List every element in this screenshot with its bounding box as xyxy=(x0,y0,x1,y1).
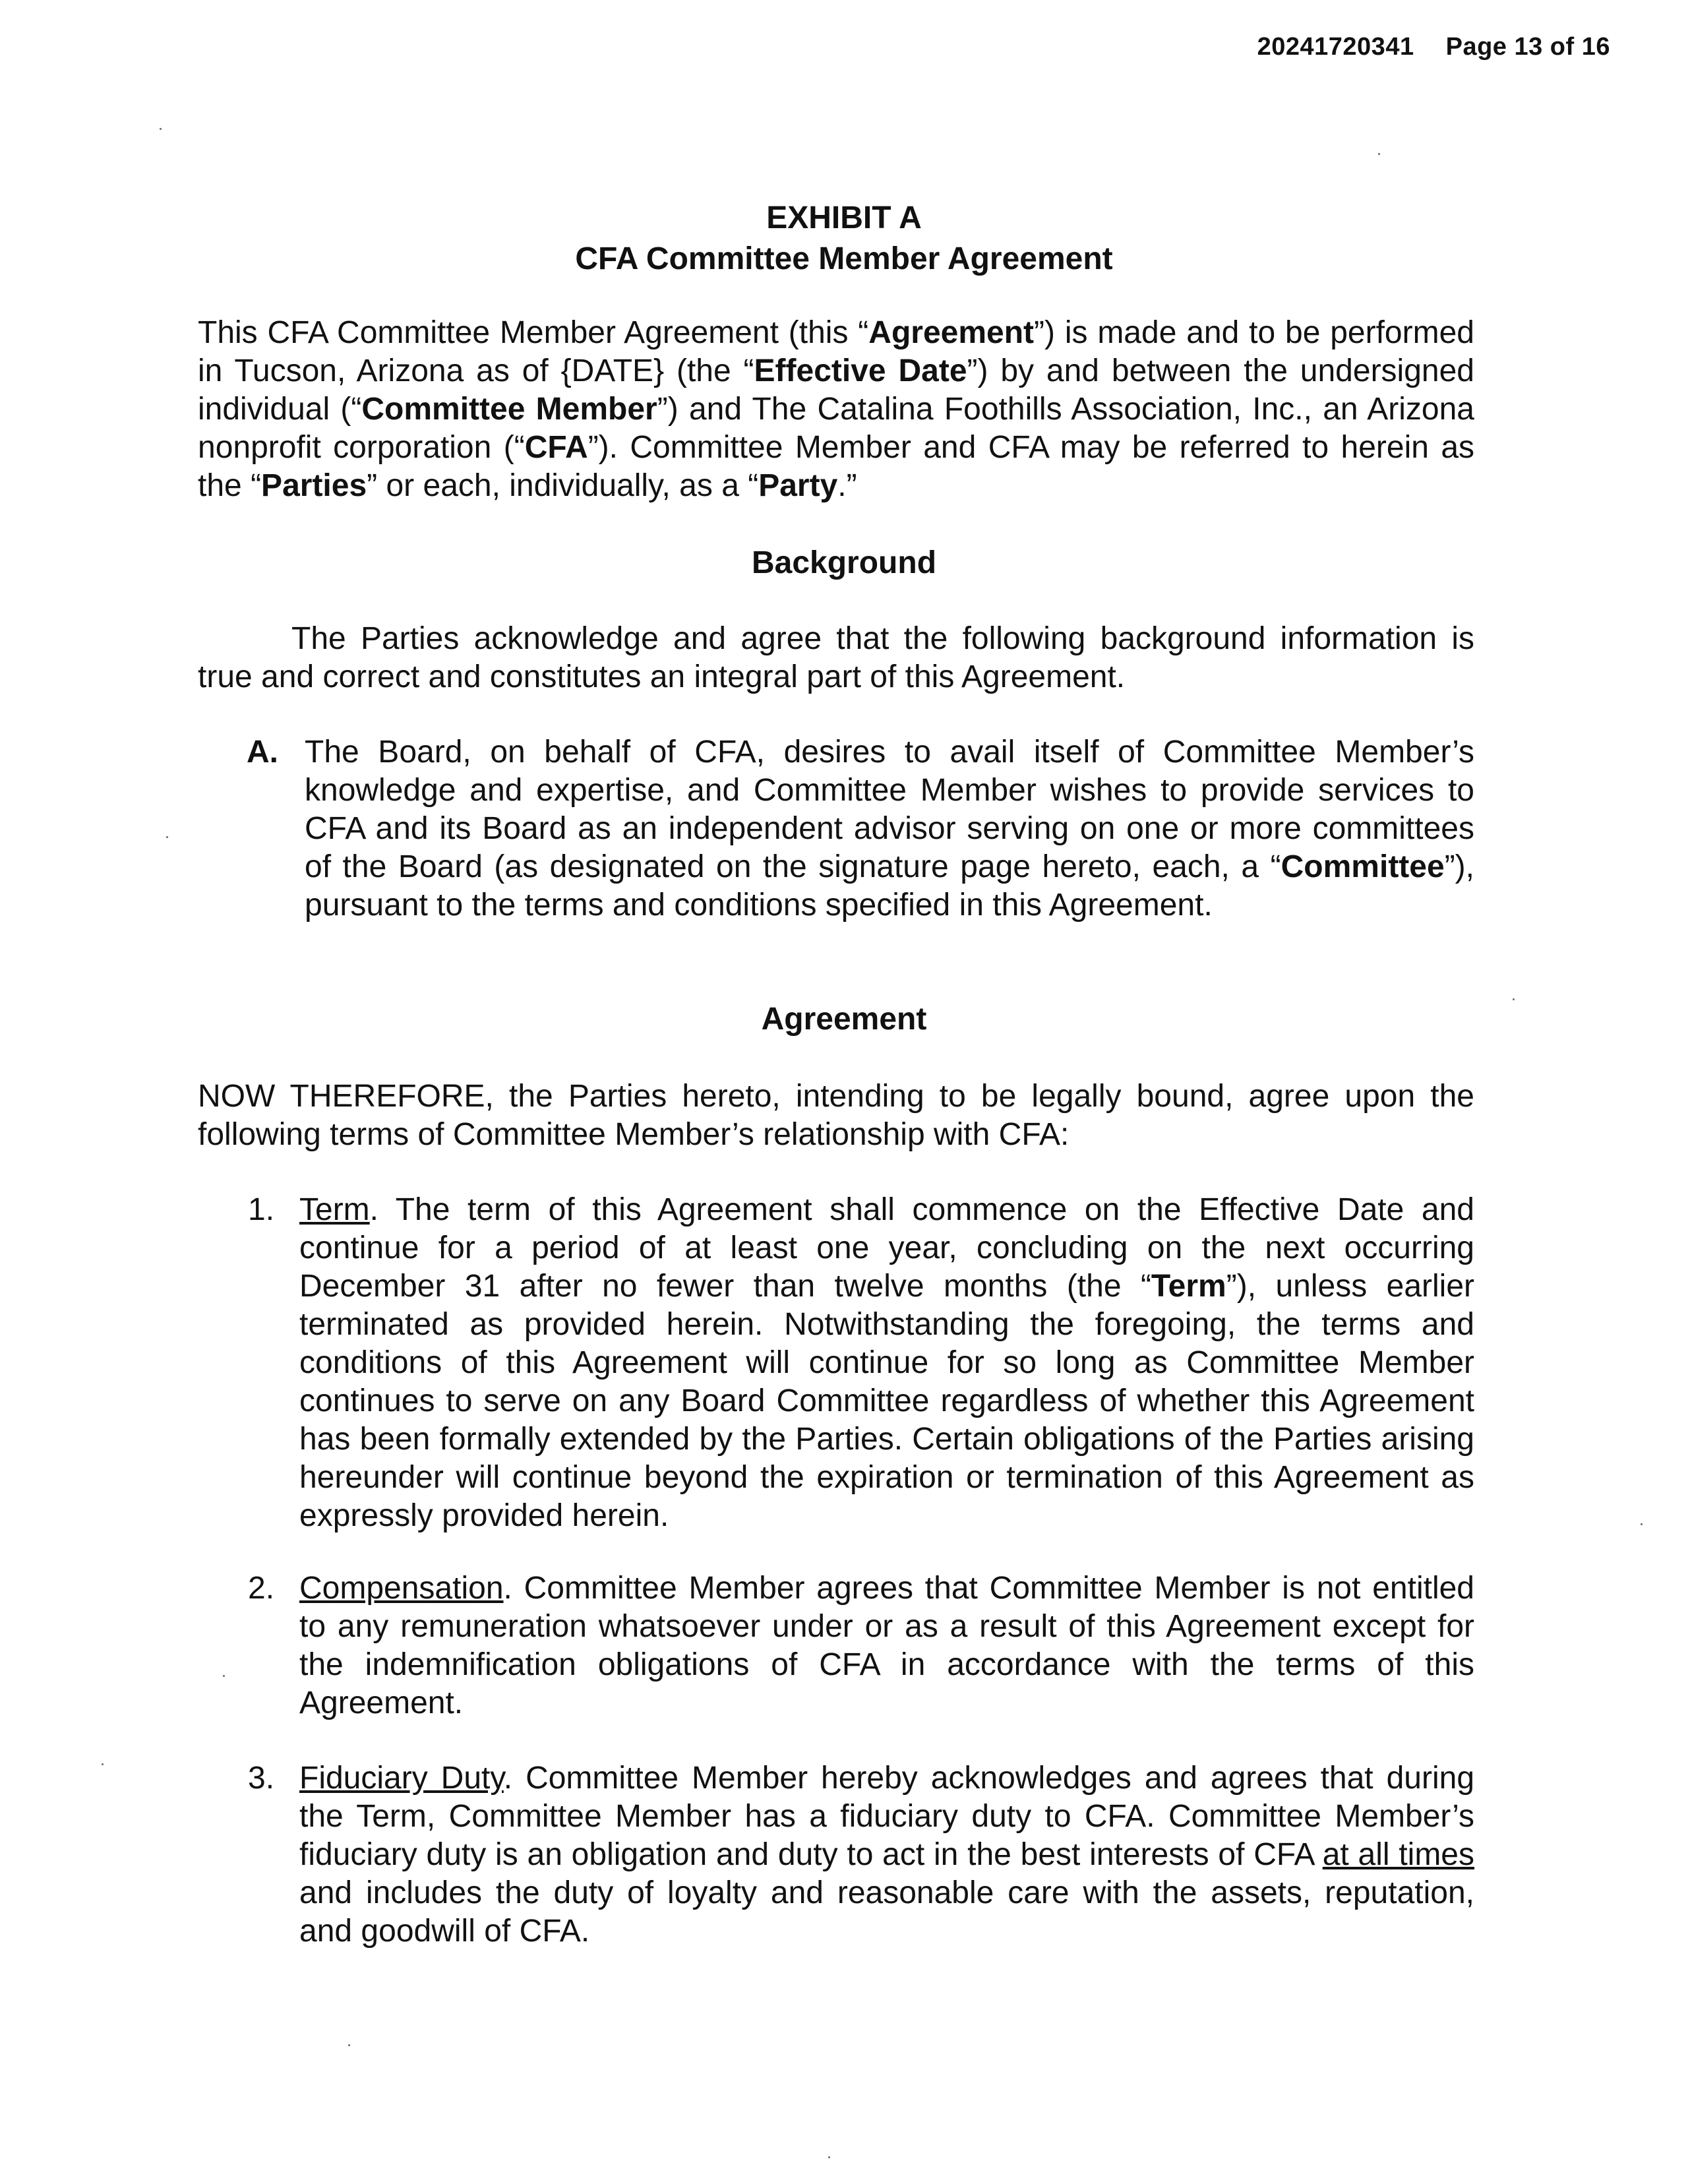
background-heading: Background xyxy=(751,545,937,580)
intro-text: ”) by and between the undersigned individual (“ xyxy=(198,353,1475,427)
intro-paragraph xyxy=(198,314,1474,505)
section-number: 1. xyxy=(248,1192,275,1227)
section-heading: Fiduciary Duty xyxy=(299,1761,504,1796)
defined-term: Committee xyxy=(1281,849,1445,884)
document-number: 20241720341 xyxy=(1257,33,1414,61)
section-heading: Term xyxy=(299,1192,370,1227)
title-block xyxy=(0,198,1688,280)
recital-text: ”), pursuant to the terms and conditions specified in this Agreement. xyxy=(305,849,1474,923)
section-text: and includes the duty of loyalty and reasonable care with the assets, reputation, and goodwill of CFA. xyxy=(299,1875,1474,1949)
defined-term: Parties xyxy=(261,468,367,503)
scan-speck xyxy=(160,128,162,130)
section-item xyxy=(248,1759,1474,1951)
defined-term: Agreement xyxy=(868,315,1035,350)
intro-text: This CFA Committee Member Agreement (this “ xyxy=(198,315,869,350)
defined-term: Committee Member xyxy=(361,392,657,427)
defined-term: Effective Date xyxy=(754,353,967,388)
section-heading: Compensation xyxy=(299,1571,504,1606)
section-text: . Committee Member hereby acknowledges and agrees that during the Term, Committee Member has a fiduciary duty to CFA. Committee Member’s fiduciary duty is an obligation and duty to act in the best interests of CFA xyxy=(299,1761,1475,1872)
section-item xyxy=(248,1191,1474,1535)
scan-speck xyxy=(828,2156,830,2158)
section-text: . The term of this Agreement shall commence on the Effective Date and continue for a period of at least one year, concluding on the next occurring December 31 after no fewer than twelve months (the “ xyxy=(299,1192,1474,1304)
scan-speck xyxy=(223,1675,225,1677)
page-header xyxy=(1257,33,1610,61)
emphasis-text: at all times xyxy=(1322,1837,1474,1872)
scan-speck xyxy=(1513,998,1515,1000)
intro-text: ”) and The Catalina Foothills Association, Inc., an Arizona nonprofit corporation (“ xyxy=(198,392,1474,465)
defined-term: CFA xyxy=(524,430,588,465)
intro-text: ”). Committee Member and CFA may be referred to herein as the “ xyxy=(198,430,1475,503)
background-paragraph: The Parties acknowledge and agree that the following background information is true and correct and constitutes an integral part of this Agreement. xyxy=(198,621,1474,694)
intro-text: .” xyxy=(837,468,857,503)
exhibit-title: EXHIBIT A xyxy=(766,200,922,235)
section-text: ”), unless earlier terminated as provided herein. Notwithstanding the foregoing, the terms and conditions of this Agreement will continue for so long as Committee Member continues to serve on any Board Committee regardless of whether this Agreement has been formally extended by the Parties. Certain obligations of the Parties arising hereunder will continue beyond the expiration or termination of this Agreement as expressly provided herein. xyxy=(299,1269,1474,1533)
recital-label: A. xyxy=(247,735,278,770)
section-number: 3. xyxy=(248,1761,275,1796)
agreement-heading: Agreement xyxy=(761,1002,927,1037)
section-item xyxy=(248,1569,1474,1722)
scan-speck xyxy=(1378,153,1380,155)
intro-text: ”) is made and to be performed in Tucson, Arizona as of {DATE} (the “ xyxy=(198,315,1474,388)
agreement-paragraph: NOW THEREFORE, the Parties hereto, intending to be legally bound, agree upon the following terms of Committee Member’s relationship with CFA: xyxy=(198,1079,1474,1152)
recital-a xyxy=(247,733,1474,925)
scan-speck xyxy=(166,836,168,838)
page-number: Page 13 of 16 xyxy=(1445,33,1610,61)
scan-speck xyxy=(102,1763,104,1765)
section-number: 2. xyxy=(248,1571,275,1606)
intro-text: ” or each, individually, as a “ xyxy=(367,468,759,503)
section-text: . Committee Member agrees that Committee Member is not entitled to any remuneration whatsoever under or as a result of this Agreement except for the indemnification obligations of CFA in accordance with the terms of this Agreement. xyxy=(299,1571,1474,1720)
scan-speck xyxy=(348,2044,350,2046)
scan-speck xyxy=(1641,1523,1643,1525)
recital-text: The Board, on behalf of CFA, desires to avail itself of Committee Member’s knowledge and expertise, and Committee Member wishes to provide services to CFA and its Board as an independent advisor serving on one or more committees of the Board (as designated on the signature page hereto, each, a “ xyxy=(305,735,1474,884)
defined-term: Term xyxy=(1151,1269,1226,1304)
defined-term: Party xyxy=(758,468,838,503)
agreement-title: CFA Committee Member Agreement xyxy=(575,241,1113,276)
